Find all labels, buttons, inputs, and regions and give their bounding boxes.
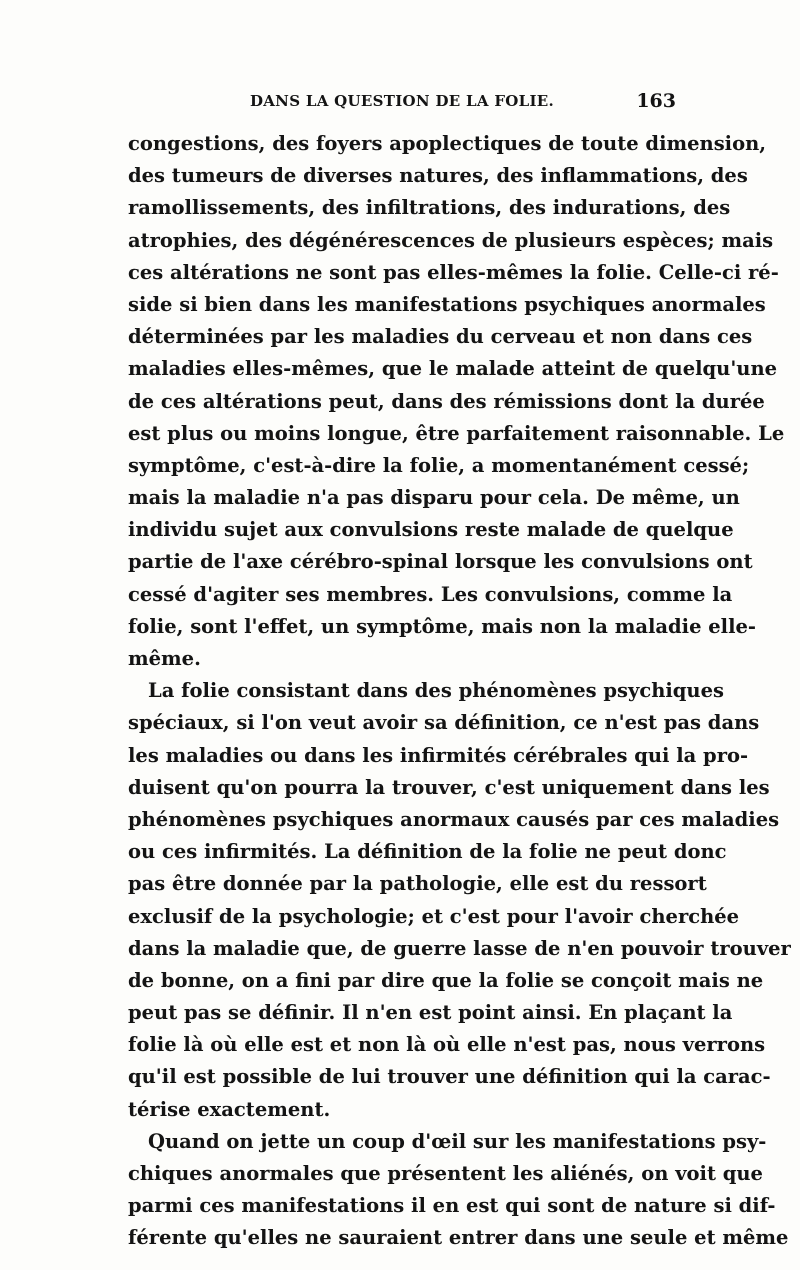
running-head [128,90,676,116]
text-line: mais la maladie n'a pas disparu pour cela. De même, un [128,486,740,510]
text-line: folie, sont l'effet, un symptôme, mais non la maladie elle- [128,614,756,638]
text-line: cessé d'agiter ses membres. Les convulsions, comme la [128,582,733,606]
text-line: ramollissements, des infiltrations, des indurations, des [128,196,731,220]
text-line: exclusif de la psychologie; et c'est pour l'avoir cherchée [128,904,740,928]
text-line: atrophies, des dégénérescences de plusieurs espèces; mais [128,228,774,252]
text-line: duisent qu'on pourra la trouver, c'est uniquement dans les [128,775,770,799]
paragraph-end-line: même. [128,647,201,670]
text-line: ces altérations ne sont pas elles-mêmes la folie. Celle-ci ré- [128,260,779,284]
text-line: les maladies ou dans les infirmités cérébrales qui la pro- [128,743,749,767]
text-line: qu'il est possible de lui trouver une définition qui la carac- [128,1065,771,1089]
text-line: phénomènes psychiques anormaux causés par ces maladies [128,807,780,831]
paragraph-start-line: La folie consistant dans des phénomènes psychiques [148,679,724,703]
text-line: des tumeurs de diverses natures, des inflammations, des [128,164,748,188]
text-line: congestions, des foyers apoplectiques de toute dimension, [128,132,767,155]
text-line: chiques anormales que présentent les aliénés, on voit que [128,1162,763,1185]
text-line: side si bien dans les manifestations psychiques anormales [128,292,766,316]
body-text [128,128,791,1255]
page-number: 163 [636,90,676,112]
running-title: DANS LA QUESTION DE LA FOLIE. [249,92,555,110]
text-line: maladies elles-mêmes, que le malade atteint de quelqu'une [128,357,778,381]
text-line: déterminées par les maladies du cerveau et non dans ces [128,325,753,349]
text-line: de ces altérations peut, dans des rémissions dont la durée [128,389,765,413]
text-line: individu sujet aux convulsions reste malade de quelque [128,518,734,542]
text-line: spéciaux, si l'on veut avoir sa définition, ce n'est pas dans [128,711,760,735]
text-line: de bonne, on a fini par dire que la folie se conçoit mais ne [128,968,764,992]
text-line: est plus ou moins longue, être parfaitement raisonnable. Le [128,421,785,445]
text-line: parmi ces manifestations il en est qui sont de nature si dif- [128,1194,776,1218]
paragraph-end-line: térise exactement. [128,1097,331,1121]
paragraph-start-line: Quand on jette un coup d'œil sur les manifestations psy- [148,1129,767,1153]
text-line: peut pas se définir. Il n'en est point ainsi. En plaçant la [128,1001,733,1025]
text-line: partie de l'axe cérébro-spinal lorsque les convulsions ont [128,550,753,574]
text-line: dans la maladie que, de guerre lasse de n'en pouvoir trouver [128,936,791,960]
text-line: férente qu'elles ne sauraient entrer dans une seule et même [128,1226,789,1250]
text-line: symptôme, c'est-à-dire la folie, a momentanément cessé; [128,453,750,477]
text-line: folie là où elle est et non là où elle n'est pas, nous verrons [128,1033,766,1057]
text-line: pas être donnée par la pathologie, elle est du ressort [128,872,707,896]
text-line: ou ces infirmités. La définition de la folie ne peut donc [128,840,727,864]
